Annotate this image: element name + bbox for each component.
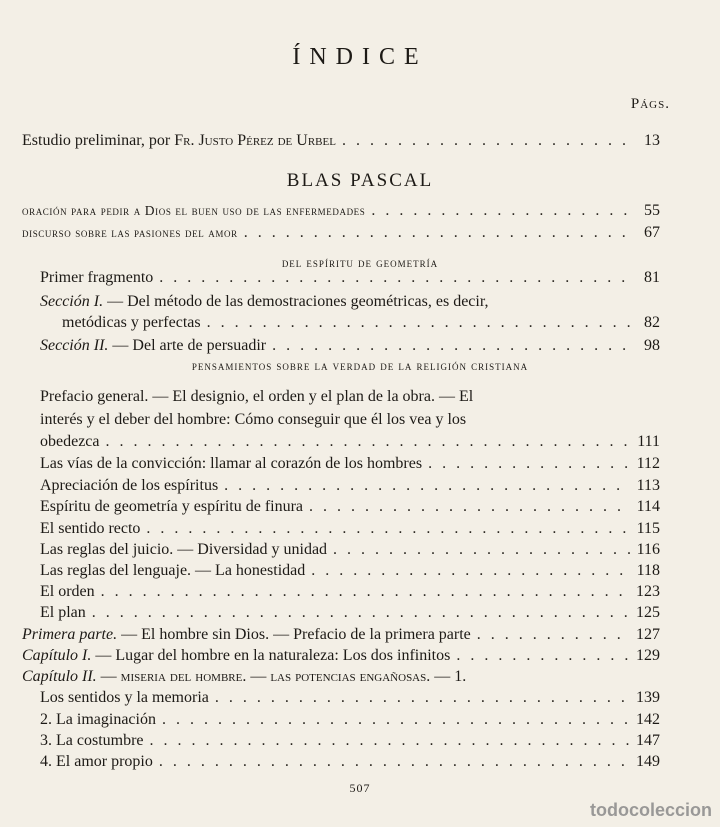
toc-entry-label: Sección I. — [40, 293, 104, 310]
leader-dots — [101, 582, 630, 602]
toc-entry-label: Capítulo I. — [22, 647, 92, 664]
toc-entry-imaginacion — [40, 710, 660, 730]
leader-dots — [309, 497, 630, 517]
toc-page-number: 139 — [636, 689, 660, 706]
leader-dots — [272, 336, 630, 356]
toc-page-number: 123 — [636, 583, 660, 600]
toc-entry-oracion — [22, 201, 660, 221]
toc-entry-plan — [40, 603, 660, 623]
toc-entry-seccion1-line2 — [62, 313, 660, 333]
toc-entry-text: Espíritu de geometría y espíritu de finura — [40, 498, 304, 515]
toc-entry-text: obedezca — [40, 433, 100, 450]
toc-entry-text: Los sentidos y la memoria — [40, 689, 209, 706]
toc-entry-text: Primer fragmento — [40, 269, 154, 286]
toc-entry-primera-parte — [22, 625, 660, 645]
toc-page-number: 98 — [644, 337, 660, 354]
leader-dots — [244, 223, 630, 243]
toc-entry-orden — [40, 582, 660, 602]
leader-dots — [106, 432, 630, 452]
toc-entry-text: — Del arte de persuadir — [108, 337, 267, 354]
toc-entry-costumbre — [40, 731, 660, 751]
leader-dots — [456, 646, 630, 666]
toc-entry-reglas-lenguaje — [40, 561, 660, 581]
toc-entry-text: metódicas y perfectas — [62, 314, 201, 331]
toc-page-number: 82 — [644, 314, 660, 331]
toc-entry-estudio — [22, 131, 660, 151]
toc-entry-label: Primera parte. — [22, 626, 118, 643]
leader-dots — [333, 540, 630, 560]
toc-entry-prefacio-line1: Prefacio general. — El designio, el orden y el plan de la obra. — El — [40, 388, 474, 405]
toc-entry-text: Estudio preliminar, por — [22, 132, 175, 149]
toc-entry-text: oración para pedir a Dios el buen uso de las enfermedades — [22, 203, 366, 218]
toc-entry-seccion2 — [40, 336, 660, 356]
toc-entry-text: — Del método de las demostraciones geométricas, es decir, — [103, 293, 489, 310]
toc-entry-text: Las vías de la convicción: llamar al corazón de los hombres — [40, 455, 423, 472]
toc-entry-prefacio-line3 — [40, 432, 660, 452]
leader-dots — [311, 561, 630, 581]
toc-page-number: 125 — [636, 604, 660, 621]
page-folio: 507 — [349, 781, 371, 795]
toc-entry-text: Las reglas del juicio. — Diversidad y unidad — [40, 541, 328, 558]
heading-pensamientos: pensamientos sobre la verdad de la religión cristiana — [191, 359, 529, 373]
toc-entry-text: 3. La costumbre — [40, 732, 144, 749]
toc-entry-prefacio-line2: interés y el deber del hombre: Cómo conseguir que él los vea y los — [40, 411, 467, 428]
toc-page-number: 112 — [636, 455, 660, 472]
leader-dots — [150, 731, 630, 751]
page-title: ÍNDICE — [292, 44, 428, 70]
heading-blas-pascal: BLAS PASCAL — [286, 170, 434, 191]
toc-page-number: 111 — [637, 433, 660, 450]
leader-dots — [159, 268, 630, 288]
toc-entry-capitulo1 — [22, 646, 660, 666]
leader-dots — [477, 625, 630, 645]
toc-entry-text: El sentido recto — [40, 520, 141, 537]
toc-page-number: 129 — [636, 647, 660, 664]
toc-entry-text: discurso sobre las pasiones del amor — [22, 225, 238, 240]
toc-entry-primer-fragmento — [40, 268, 660, 288]
toc-entry-text: Apreciación de los espíritus — [40, 477, 219, 494]
leader-dots — [371, 201, 630, 221]
toc-entry-label: Sección II. — [40, 337, 109, 354]
toc-page-number: 142 — [636, 711, 660, 728]
toc-page-number: 116 — [636, 541, 660, 558]
toc-entry-text: El plan — [40, 604, 86, 621]
toc-entry-reglas-juicio — [40, 540, 660, 560]
leader-dots — [146, 519, 630, 539]
leader-dots — [162, 710, 630, 730]
toc-page-number: 13 — [644, 132, 660, 149]
toc-entry-amor-propio — [40, 752, 660, 772]
toc-entry-espiritu — [40, 497, 660, 517]
leader-dots — [215, 688, 630, 708]
leader-dots — [92, 603, 630, 623]
toc-entry-text: El orden — [40, 583, 95, 600]
toc-entry-text: 4. El amor propio — [40, 753, 153, 770]
toc-entry-vias — [40, 454, 660, 474]
toc-entry-author: Fr. Justo Pérez de Urbel — [174, 132, 336, 149]
toc-page-number: 127 — [636, 626, 660, 643]
toc-entry-text: 2. La imaginación — [40, 711, 156, 728]
toc-page-number: 114 — [636, 498, 660, 515]
watermark-logo: todocoleccion — [589, 800, 712, 820]
toc-page-number: 113 — [636, 477, 660, 494]
toc-entry-text: — miseria del hombre. — las potencias engañosas. — 1. — [96, 668, 467, 685]
toc-page-number: 55 — [644, 202, 660, 219]
heading-espiritu-geometria: del espíritu de geometría — [281, 256, 439, 270]
toc-entry-sentido-recto — [40, 519, 660, 539]
toc-entry-text: — El hombre sin Dios. — Prefacio de la primera parte — [117, 626, 471, 643]
toc-page-number: 81 — [644, 269, 660, 286]
toc-entry-sentidos-memoria — [40, 688, 660, 708]
toc-entry-capitulo2 — [22, 667, 466, 687]
toc-entry-text: — Lugar del hombre en la naturaleza: Los dos infinitos — [91, 647, 451, 664]
pages-column-label: Págs. — [630, 96, 670, 112]
toc-page-number: 67 — [644, 224, 660, 241]
leader-dots — [224, 476, 630, 496]
leader-dots — [428, 454, 630, 474]
toc-page-number: 115 — [636, 520, 660, 537]
toc-entry-label: Capítulo II. — [22, 668, 97, 685]
leader-dots — [342, 131, 630, 151]
toc-page-number: 149 — [636, 753, 660, 770]
leader-dots — [159, 752, 630, 772]
leader-dots — [207, 313, 630, 333]
toc-entry-apreciacion — [40, 476, 660, 496]
toc-page-number: 118 — [636, 562, 660, 579]
toc-entry-seccion1-line1 — [40, 292, 489, 312]
toc-page-number: 147 — [636, 732, 660, 749]
toc-entry-discurso — [22, 223, 660, 243]
toc-entry-text: Las reglas del lenguaje. — La honestidad — [40, 562, 306, 579]
